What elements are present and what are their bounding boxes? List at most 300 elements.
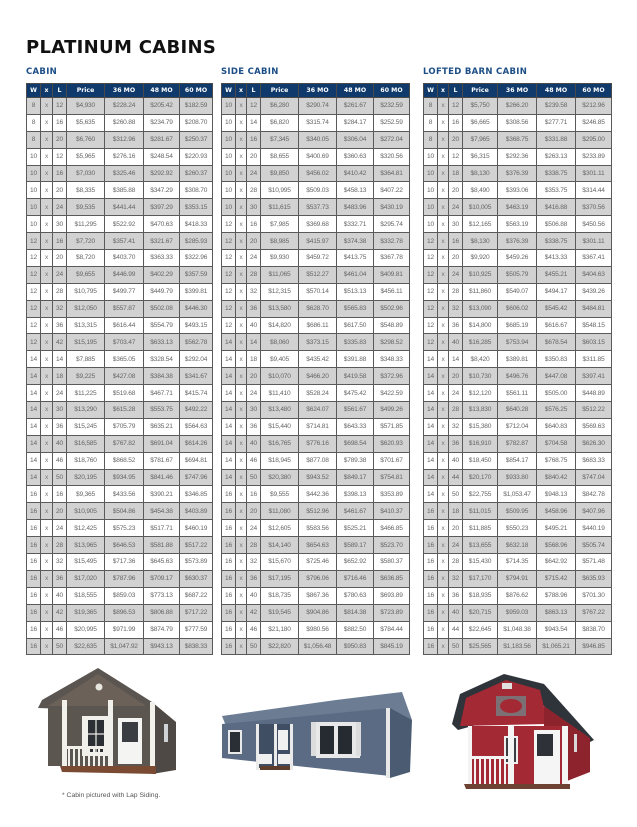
table-cell: 12 (222, 216, 236, 233)
table-cell: $419.58 (337, 368, 374, 385)
table-cell: 40 (247, 587, 261, 604)
table-cell: 16 (424, 520, 438, 537)
table-row (222, 98, 410, 115)
table-cell: 10 (27, 216, 41, 233)
table-cell: $509.03 (299, 182, 337, 199)
table-cell: 12 (27, 233, 41, 250)
table-cell: $504.86 (105, 503, 144, 520)
table-cell: 14 (27, 452, 41, 469)
table-row (27, 402, 213, 419)
table-cell: 14 (222, 402, 236, 419)
table-cell: 36 (247, 300, 261, 317)
table-row (222, 469, 410, 486)
table-cell: $400.69 (299, 148, 337, 165)
table-cell: 30 (247, 402, 261, 419)
table-cell: 50 (449, 638, 463, 655)
table-cell: $640.83 (537, 418, 576, 435)
table-cell: 16 (449, 233, 463, 250)
column-header: x (236, 84, 247, 98)
table-cell: 16 (27, 621, 41, 638)
table-cell: 12 (424, 233, 438, 250)
table-cell: x (438, 216, 449, 233)
table-cell: 40 (53, 587, 67, 604)
table-cell: x (41, 148, 53, 165)
table-cell: 14 (424, 368, 438, 385)
page-title: PLATINUM CABINS (26, 37, 217, 58)
table-cell: 46 (53, 621, 67, 638)
table-cell: $6,760 (67, 131, 105, 148)
table-cell: 32 (247, 554, 261, 571)
table-cell: 50 (449, 486, 463, 503)
table-cell: $523.70 (374, 537, 410, 554)
table-cell: $499.77 (105, 283, 144, 300)
table-cell: x (41, 385, 53, 402)
table-cell: $948.13 (537, 486, 576, 503)
table-cell: $7,885 (67, 351, 105, 368)
table-row (424, 469, 612, 486)
table-cell: $18,935 (463, 587, 498, 604)
table-header-row (222, 84, 410, 98)
table-cell: $252.59 (374, 114, 410, 131)
table-cell: $499.26 (374, 402, 410, 419)
table-cell: $16,285 (463, 334, 498, 351)
column-header: L (247, 84, 261, 98)
section-title: SIDE CABIN (221, 67, 279, 77)
table-cell: $8,130 (463, 165, 498, 182)
table-cell: 14 (222, 351, 236, 368)
table-cell: 18 (449, 503, 463, 520)
table-cell: $6,280 (261, 98, 299, 115)
table-cell: $9,930 (261, 250, 299, 267)
table-cell: x (438, 182, 449, 199)
table-cell: 10 (222, 199, 236, 216)
table-cell: $466.20 (299, 368, 337, 385)
table-cell: 16 (53, 233, 67, 250)
table-cell: x (236, 216, 247, 233)
table-cell: $14,820 (261, 317, 299, 334)
table-row (222, 418, 410, 435)
table-row (424, 283, 612, 300)
table-cell: $561.67 (337, 402, 374, 419)
table-cell: $22,755 (463, 486, 498, 503)
table-cell: $332.71 (337, 216, 374, 233)
table-cell: 8 (27, 131, 41, 148)
table-cell: 24 (449, 385, 463, 402)
table-cell: x (438, 131, 449, 148)
table-row (424, 503, 612, 520)
table-cell: $630.37 (180, 570, 213, 587)
table-row (27, 469, 213, 486)
table-cell: $777.59 (180, 621, 213, 638)
table-cell: $239.58 (537, 98, 576, 115)
table-cell: 20 (53, 131, 67, 148)
table-cell: $455.21 (537, 266, 576, 283)
table-cell: $643.33 (337, 418, 374, 435)
table-cell: x (438, 638, 449, 655)
table-cell: $10,925 (463, 266, 498, 283)
table-cell: x (41, 604, 53, 621)
table-row (424, 317, 612, 334)
table-cell: $12,425 (67, 520, 105, 537)
table-cell: x (41, 503, 53, 520)
table-cell: 24 (247, 250, 261, 267)
table-cell: $1,047.92 (105, 638, 144, 655)
table-cell: 14 (53, 351, 67, 368)
table-cell: $325.46 (105, 165, 144, 182)
table-cell: $390.21 (144, 486, 180, 503)
table-cell: x (438, 385, 449, 402)
table-cell: $9,920 (463, 250, 498, 267)
table-cell: $548.89 (374, 317, 410, 334)
table-cell: $15,440 (261, 418, 299, 435)
table-cell: 10 (27, 165, 41, 182)
table-row (27, 520, 213, 537)
table-cell: 40 (449, 452, 463, 469)
column-header: 60 MO (180, 84, 213, 98)
table-cell: 8 (424, 131, 438, 148)
table-cell: x (41, 520, 53, 537)
table-cell: 24 (247, 165, 261, 182)
table-cell: 40 (449, 334, 463, 351)
table-cell: $397.29 (144, 199, 180, 216)
table-row (27, 554, 213, 571)
table-cell: 10 (222, 98, 236, 115)
table-row (424, 621, 612, 638)
table-row (222, 131, 410, 148)
table-cell: $442.36 (299, 486, 337, 503)
table-cell: $5,635 (67, 114, 105, 131)
table-cell: $422.59 (374, 385, 410, 402)
table-cell: $404.63 (576, 266, 612, 283)
table-cell: $281.67 (144, 131, 180, 148)
table-row (222, 351, 410, 368)
table-cell: $11,410 (261, 385, 299, 402)
table-cell: $15,195 (67, 334, 105, 351)
column-header: L (449, 84, 463, 98)
table-row (27, 98, 213, 115)
table-cell: $407.22 (374, 182, 410, 199)
table-cell: 20 (247, 233, 261, 250)
table-cell: 42 (53, 334, 67, 351)
table-cell: 40 (53, 435, 67, 452)
table-cell: $376.39 (498, 165, 537, 182)
table-cell: $698.54 (337, 435, 374, 452)
table-cell: $934.95 (105, 469, 144, 486)
table-cell: $806.88 (144, 604, 180, 621)
table-cell: 24 (53, 520, 67, 537)
table-row (27, 621, 213, 638)
table-cell: $15,380 (463, 418, 498, 435)
table-cell: $16,910 (463, 435, 498, 452)
table-cell: 14 (222, 334, 236, 351)
table-cell: x (236, 587, 247, 604)
cabin-photo (38, 662, 178, 780)
table-cell: $561.11 (498, 385, 537, 402)
table-cell: 16 (53, 165, 67, 182)
table-cell: $868.52 (105, 452, 144, 469)
table-cell: x (438, 452, 449, 469)
table-cell: $266.20 (498, 98, 537, 115)
table-cell: $25,565 (463, 638, 498, 655)
table-cell: $583.56 (299, 520, 337, 537)
table-cell: $475.42 (337, 385, 374, 402)
table-cell: $19,545 (261, 604, 299, 621)
table-cell: $11,615 (261, 199, 299, 216)
table-cell: 36 (53, 418, 67, 435)
table-cell: $11,885 (463, 520, 498, 537)
table-cell: 8 (27, 98, 41, 115)
table-cell: $632.18 (498, 537, 537, 554)
table-cell: $502.08 (144, 300, 180, 317)
table-cell: 24 (247, 385, 261, 402)
table-cell: $773.13 (144, 587, 180, 604)
table-cell: 14 (424, 418, 438, 435)
table-row (424, 250, 612, 267)
table-cell: $18,945 (261, 452, 299, 469)
table-cell: $338.75 (537, 165, 576, 182)
table-header-row (424, 84, 612, 98)
table-cell: $7,965 (463, 131, 498, 148)
table-row (222, 587, 410, 604)
table-cell: $367.41 (576, 250, 612, 267)
table-cell: 16 (424, 570, 438, 587)
table-cell: 44 (449, 621, 463, 638)
table-cell: $717.22 (180, 604, 213, 621)
table-row (222, 402, 410, 419)
table-cell: $7,345 (261, 131, 299, 148)
table-cell: $645.63 (144, 554, 180, 571)
table-cell: $943.13 (144, 638, 180, 655)
table-row (424, 199, 612, 216)
table-cell: 10 (27, 199, 41, 216)
table-cell: 32 (53, 554, 67, 571)
table-cell: $606.02 (498, 300, 537, 317)
table-cell: x (438, 486, 449, 503)
table-cell: $496.76 (498, 368, 537, 385)
table-cell: 24 (53, 266, 67, 283)
table-cell: $854.17 (498, 452, 537, 469)
table-cell: $391.88 (337, 351, 374, 368)
table-cell: x (438, 300, 449, 317)
table-cell: $794.91 (498, 570, 537, 587)
table-cell: $276.16 (105, 148, 144, 165)
table-cell: $430.19 (374, 199, 410, 216)
table-cell: 28 (247, 537, 261, 554)
table-cell: 32 (449, 570, 463, 587)
table-cell: $410.37 (374, 503, 410, 520)
table-cell: x (41, 300, 53, 317)
table-cell: $10,005 (463, 199, 498, 216)
table-cell: $228.24 (105, 98, 144, 115)
table-cell: $16,765 (261, 435, 299, 452)
table-row (27, 537, 213, 554)
table-cell: 16 (222, 554, 236, 571)
table-cell: x (41, 452, 53, 469)
table-cell: x (236, 604, 247, 621)
table-cell: x (41, 266, 53, 283)
table-cell: $467.71 (144, 385, 180, 402)
table-cell: $747.96 (180, 469, 213, 486)
table-cell: $15,245 (67, 418, 105, 435)
table-cell: $376.39 (498, 233, 537, 250)
table-cell: 30 (247, 199, 261, 216)
table-row (424, 233, 612, 250)
table-cell: x (438, 469, 449, 486)
table-cell: $537.73 (299, 199, 337, 216)
table-cell: $450.56 (576, 216, 612, 233)
table-cell: $691.04 (144, 435, 180, 452)
table-cell: $701.67 (374, 452, 410, 469)
table-cell: $393.06 (498, 182, 537, 199)
table-cell: 16 (424, 554, 438, 571)
section-title: LOFTED BARN CABIN (423, 67, 528, 77)
table-cell: x (438, 418, 449, 435)
table-row (27, 385, 213, 402)
table-cell: $796.06 (299, 570, 337, 587)
column-header: x (438, 84, 449, 98)
table-cell: $840.42 (537, 469, 576, 486)
table-cell: 24 (449, 537, 463, 554)
column-header: 36 MO (105, 84, 144, 98)
table-cell: $568.96 (537, 537, 576, 554)
table-cell: 12 (27, 300, 41, 317)
table-cell: $308.56 (498, 114, 537, 131)
table-cell: $250.37 (180, 131, 213, 148)
table-cell: 10 (27, 148, 41, 165)
table-cell: $10,730 (463, 368, 498, 385)
table-row (222, 266, 410, 283)
table-cell: $248.54 (144, 148, 180, 165)
table-cell: x (236, 638, 247, 655)
table-cell: $17,020 (67, 570, 105, 587)
table-cell: $272.04 (374, 131, 410, 148)
table-cell: $506.88 (537, 216, 576, 233)
table-cell: $548.15 (576, 317, 612, 334)
table-cell: $13,655 (463, 537, 498, 554)
table-cell: $646.53 (105, 537, 144, 554)
table-cell: 24 (449, 199, 463, 216)
table-cell: x (236, 182, 247, 199)
table-cell: $767.82 (105, 435, 144, 452)
table-cell: 24 (449, 266, 463, 283)
table-row (222, 520, 410, 537)
table-cell: $328.54 (144, 351, 180, 368)
table-cell: $353.15 (180, 199, 213, 216)
table-cell: 16 (27, 537, 41, 554)
table-cell: 36 (449, 587, 463, 604)
table-cell: x (438, 554, 449, 571)
table-cell: $398.13 (337, 486, 374, 503)
table-cell: $16,585 (67, 435, 105, 452)
table-cell: x (41, 621, 53, 638)
table-cell: $13,580 (261, 300, 299, 317)
table-row (424, 418, 612, 435)
table-cell: x (438, 621, 449, 638)
table-cell: $652.92 (337, 554, 374, 571)
table-cell: $747.04 (576, 469, 612, 486)
footnote: * Cabin pictured with Lap Siding. (62, 792, 161, 799)
table-cell: 10 (222, 131, 236, 148)
table-cell: $292.04 (180, 351, 213, 368)
table-cell: $263.13 (537, 148, 576, 165)
table-cell: 12 (222, 283, 236, 300)
table-cell: x (236, 300, 247, 317)
table-cell: $22,820 (261, 638, 299, 655)
table-cell: 18 (247, 351, 261, 368)
table-cell: $494.17 (537, 283, 576, 300)
table-cell: x (438, 283, 449, 300)
table-cell: x (41, 587, 53, 604)
table-cell: x (438, 148, 449, 165)
table-cell: 20 (53, 250, 67, 267)
table-cell: $12,165 (463, 216, 498, 233)
table-row (424, 385, 612, 402)
table-cell: x (438, 368, 449, 385)
table-row (424, 537, 612, 554)
table-cell: $340.05 (299, 131, 337, 148)
table-cell: 8 (424, 98, 438, 115)
table-cell: $347.29 (144, 182, 180, 199)
table-cell: $11,295 (67, 216, 105, 233)
table-row (424, 638, 612, 655)
table-cell: $620.93 (374, 435, 410, 452)
table-cell: 14 (449, 351, 463, 368)
table-cell: x (236, 368, 247, 385)
table-cell: 28 (247, 182, 261, 199)
table-cell: $617.50 (337, 317, 374, 334)
table-cell: 30 (449, 216, 463, 233)
section-title: CABIN (26, 67, 58, 77)
table-cell: $456.11 (374, 283, 410, 300)
table-cell: $407.96 (576, 503, 612, 520)
table-row (27, 300, 213, 317)
table-cell: 16 (222, 570, 236, 587)
table-cell: $461.67 (337, 503, 374, 520)
table-cell: 16 (247, 486, 261, 503)
table-row (27, 114, 213, 131)
table-cell: $1,053.47 (498, 486, 537, 503)
table-cell: $495.21 (537, 520, 576, 537)
table-cell: $246.85 (576, 114, 612, 131)
table-cell: x (41, 199, 53, 216)
table-row (222, 334, 410, 351)
table-cell: x (236, 351, 247, 368)
table-cell: $483.96 (337, 199, 374, 216)
table-cell: $9,535 (67, 199, 105, 216)
table-cell: $904.86 (299, 604, 337, 621)
table-cell: $446.99 (105, 266, 144, 283)
table-cell: 20 (53, 182, 67, 199)
table-cell: 24 (53, 199, 67, 216)
table-cell: 32 (449, 418, 463, 435)
table-cell: $458.13 (337, 182, 374, 199)
table-row (424, 216, 612, 233)
table-row (424, 554, 612, 571)
table-cell: $292.36 (498, 148, 537, 165)
table-cell: 46 (247, 452, 261, 469)
table-cell: 12 (53, 148, 67, 165)
column-header: L (53, 84, 67, 98)
table-row (27, 148, 213, 165)
table-cell: x (438, 233, 449, 250)
table-cell: $11,080 (261, 503, 299, 520)
table-cell: $460.19 (180, 520, 213, 537)
table-cell: $525.21 (337, 520, 374, 537)
table-cell: $845.19 (374, 638, 410, 655)
table-cell: x (236, 165, 247, 182)
table-cell: $550.23 (498, 520, 537, 537)
table-cell: 32 (53, 300, 67, 317)
